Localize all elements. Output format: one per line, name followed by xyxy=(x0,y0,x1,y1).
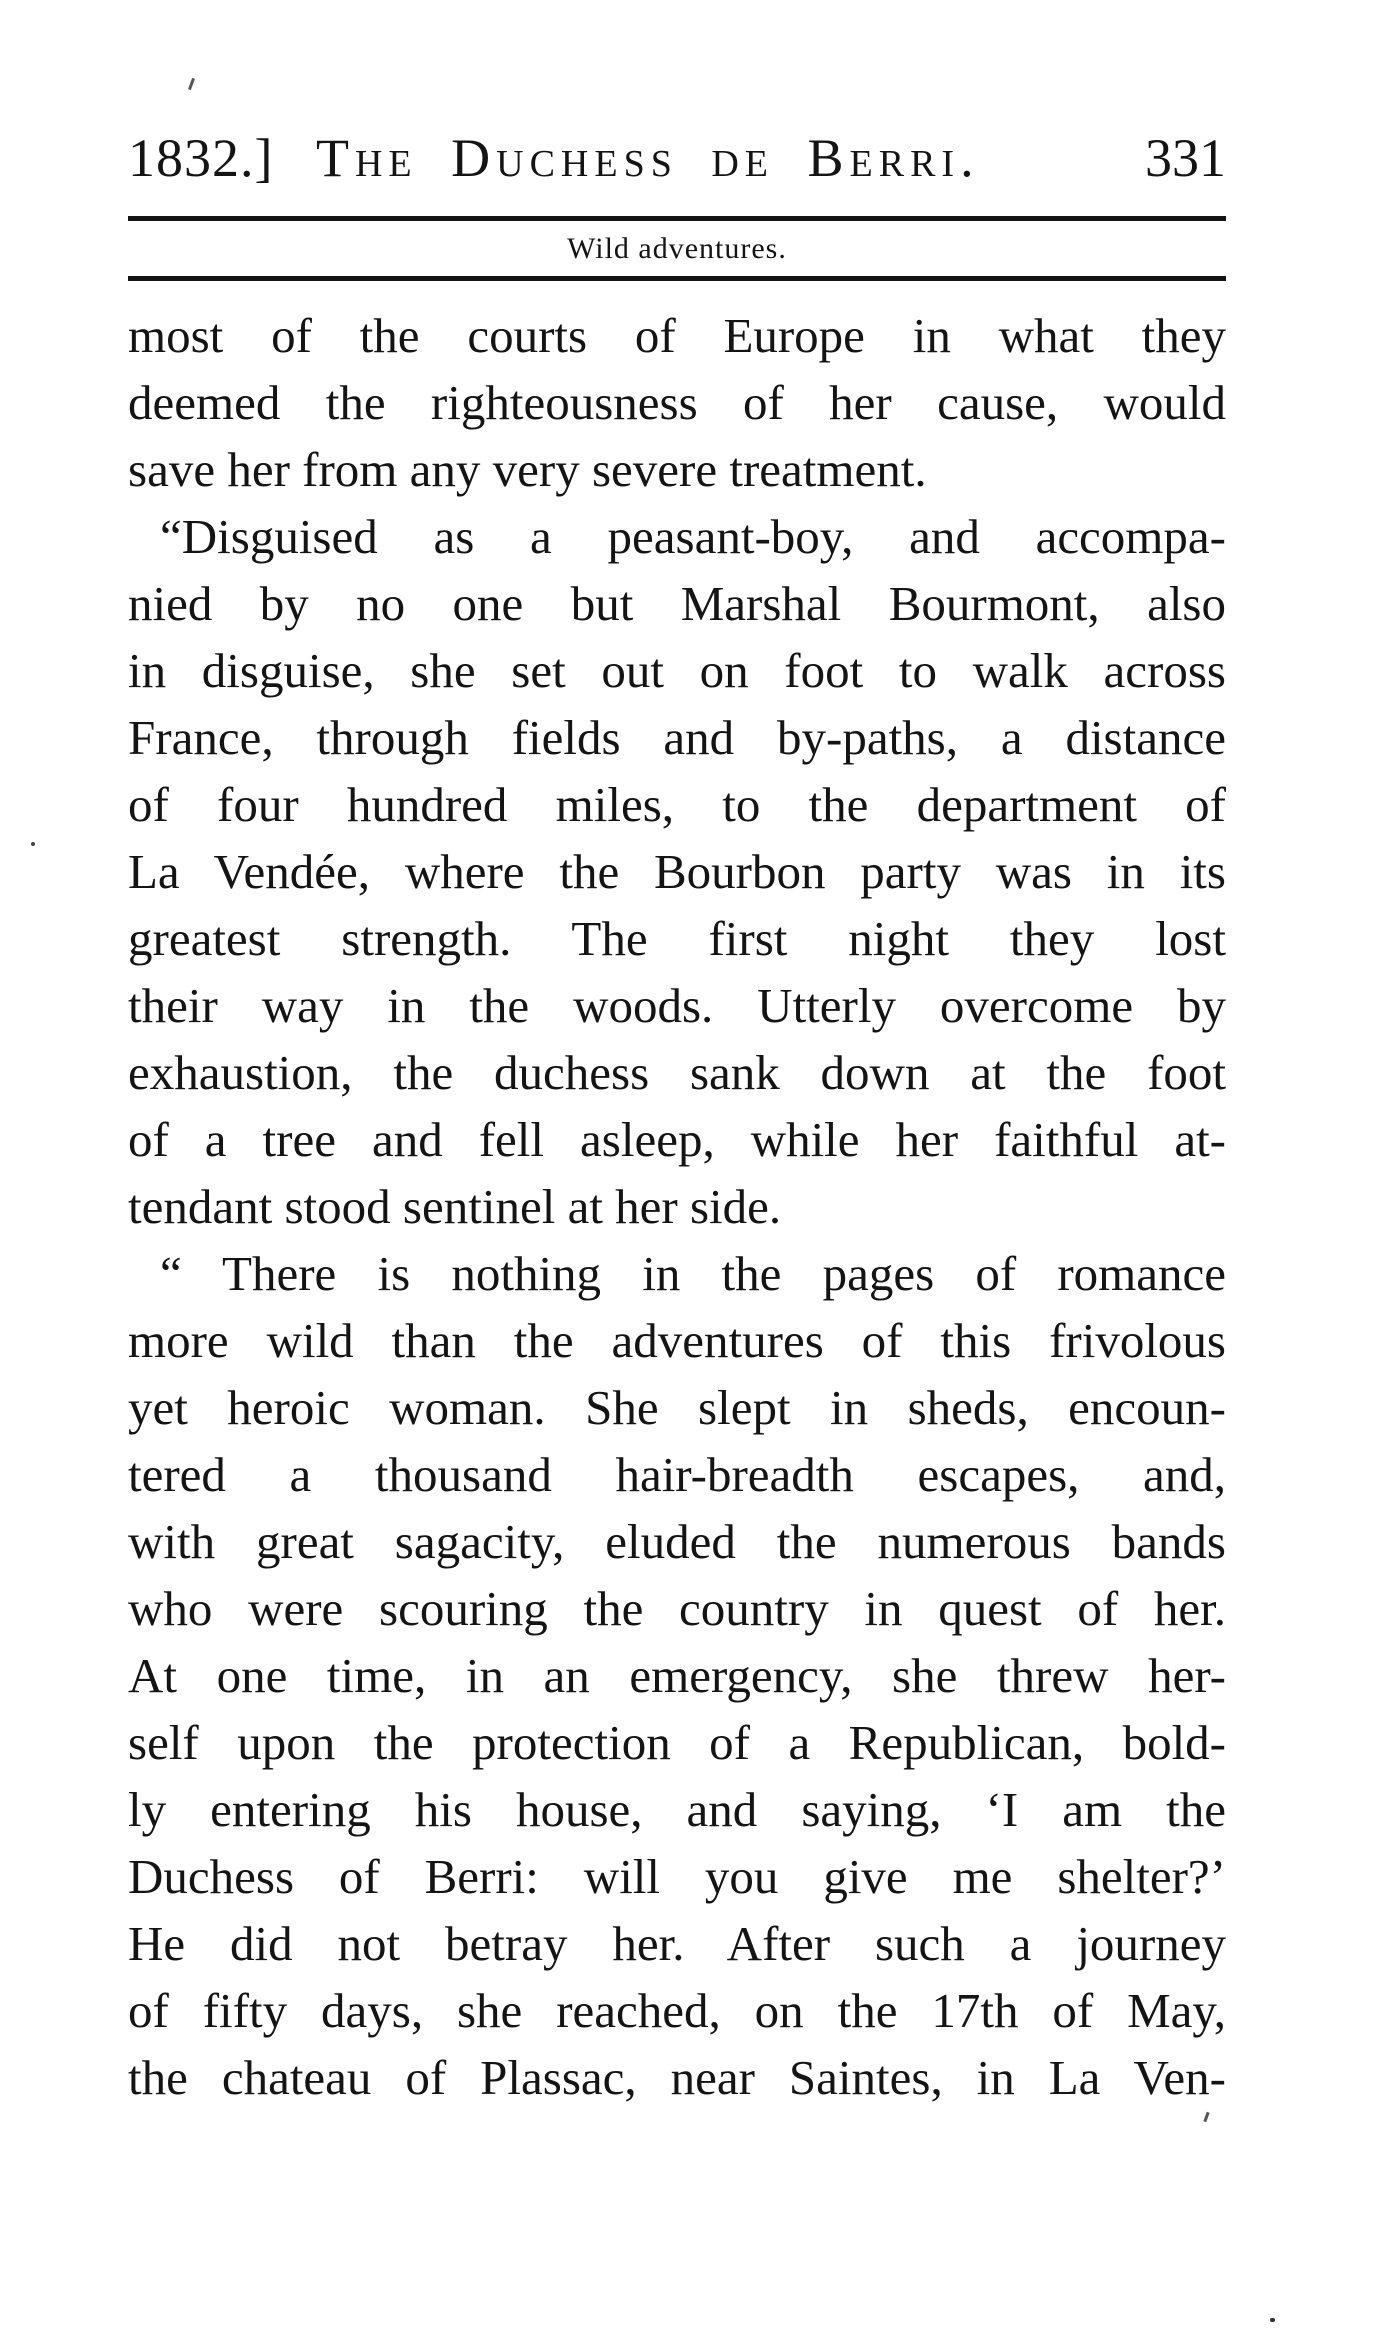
scan-speck xyxy=(188,78,195,90)
scan-speck xyxy=(1270,2318,1275,2322)
text-line: tendant stood sentinel at her side. xyxy=(128,1179,782,1234)
header-rule-top xyxy=(128,216,1226,221)
text-line: who were scouring the country in quest of her. xyxy=(128,1581,1226,1636)
text-line: of a tree and fell asleep, while her faithful at- xyxy=(128,1112,1226,1167)
text-line: “ There is nothing in the pages of romance xyxy=(160,1246,1226,1301)
scan-speck xyxy=(1203,2112,1209,2122)
text-line: He did not betray her. After such a journey xyxy=(128,1916,1226,1971)
text-line: “Disguised as a peasant-boy, and accompa- xyxy=(160,509,1226,564)
text-line: more wild than the adventures of this frivolous xyxy=(128,1313,1226,1368)
header-title: The Duchess de Berri. xyxy=(316,128,980,188)
text-line: nied by no one but Marshal Bourmont, also xyxy=(128,576,1226,631)
scan-speck xyxy=(31,842,35,846)
page-number: 331 xyxy=(1145,128,1226,188)
text-line: Duchess of Berri: will you give me shelter?’ xyxy=(128,1849,1226,1904)
text-line: most of the courts of Europe in what they xyxy=(128,308,1226,363)
text-line: At one time, in an emergency, she threw her- xyxy=(128,1648,1226,1703)
text-line: tered a thousand hair-breadth escapes, and, xyxy=(128,1447,1226,1502)
text-line: of fifty days, she reached, on the 17th of May, xyxy=(128,1983,1226,2038)
text-line: deemed the righteousness of her cause, would xyxy=(128,375,1226,430)
text-line: La Vendée, where the Bourbon party was in its xyxy=(128,844,1226,899)
text-line: their way in the woods. Utterly overcome by xyxy=(128,978,1226,1033)
running-header xyxy=(128,122,1226,194)
text-line: the chateau of Plassac, near Saintes, in La Ven- xyxy=(128,2050,1226,2105)
text-line: exhaustion, the duchess sank down at the foot xyxy=(128,1045,1226,1100)
text-line: ly entering his house, and saying, ‘I am the xyxy=(128,1782,1226,1837)
text-line: of four hundred miles, to the department of xyxy=(128,777,1226,832)
header-year: 1832.] xyxy=(128,128,274,188)
text-line: save her from any very severe treatment. xyxy=(128,442,927,497)
header-rule-bottom xyxy=(128,276,1226,281)
text-line: with great sagacity, eluded the numerous bands xyxy=(128,1514,1226,1569)
text-line: France, through fields and by-paths, a distance xyxy=(128,710,1226,765)
text-line: in disguise, she set out on foot to walk across xyxy=(128,643,1226,698)
body-text xyxy=(128,302,1226,2111)
text-line: greatest strength. The first night they lost xyxy=(128,911,1226,966)
text-line: self upon the protection of a Republican, bold- xyxy=(128,1715,1226,1770)
section-subheading: Wild adventures. xyxy=(567,232,787,265)
text-line: yet heroic woman. She slept in sheds, encoun- xyxy=(128,1380,1226,1435)
